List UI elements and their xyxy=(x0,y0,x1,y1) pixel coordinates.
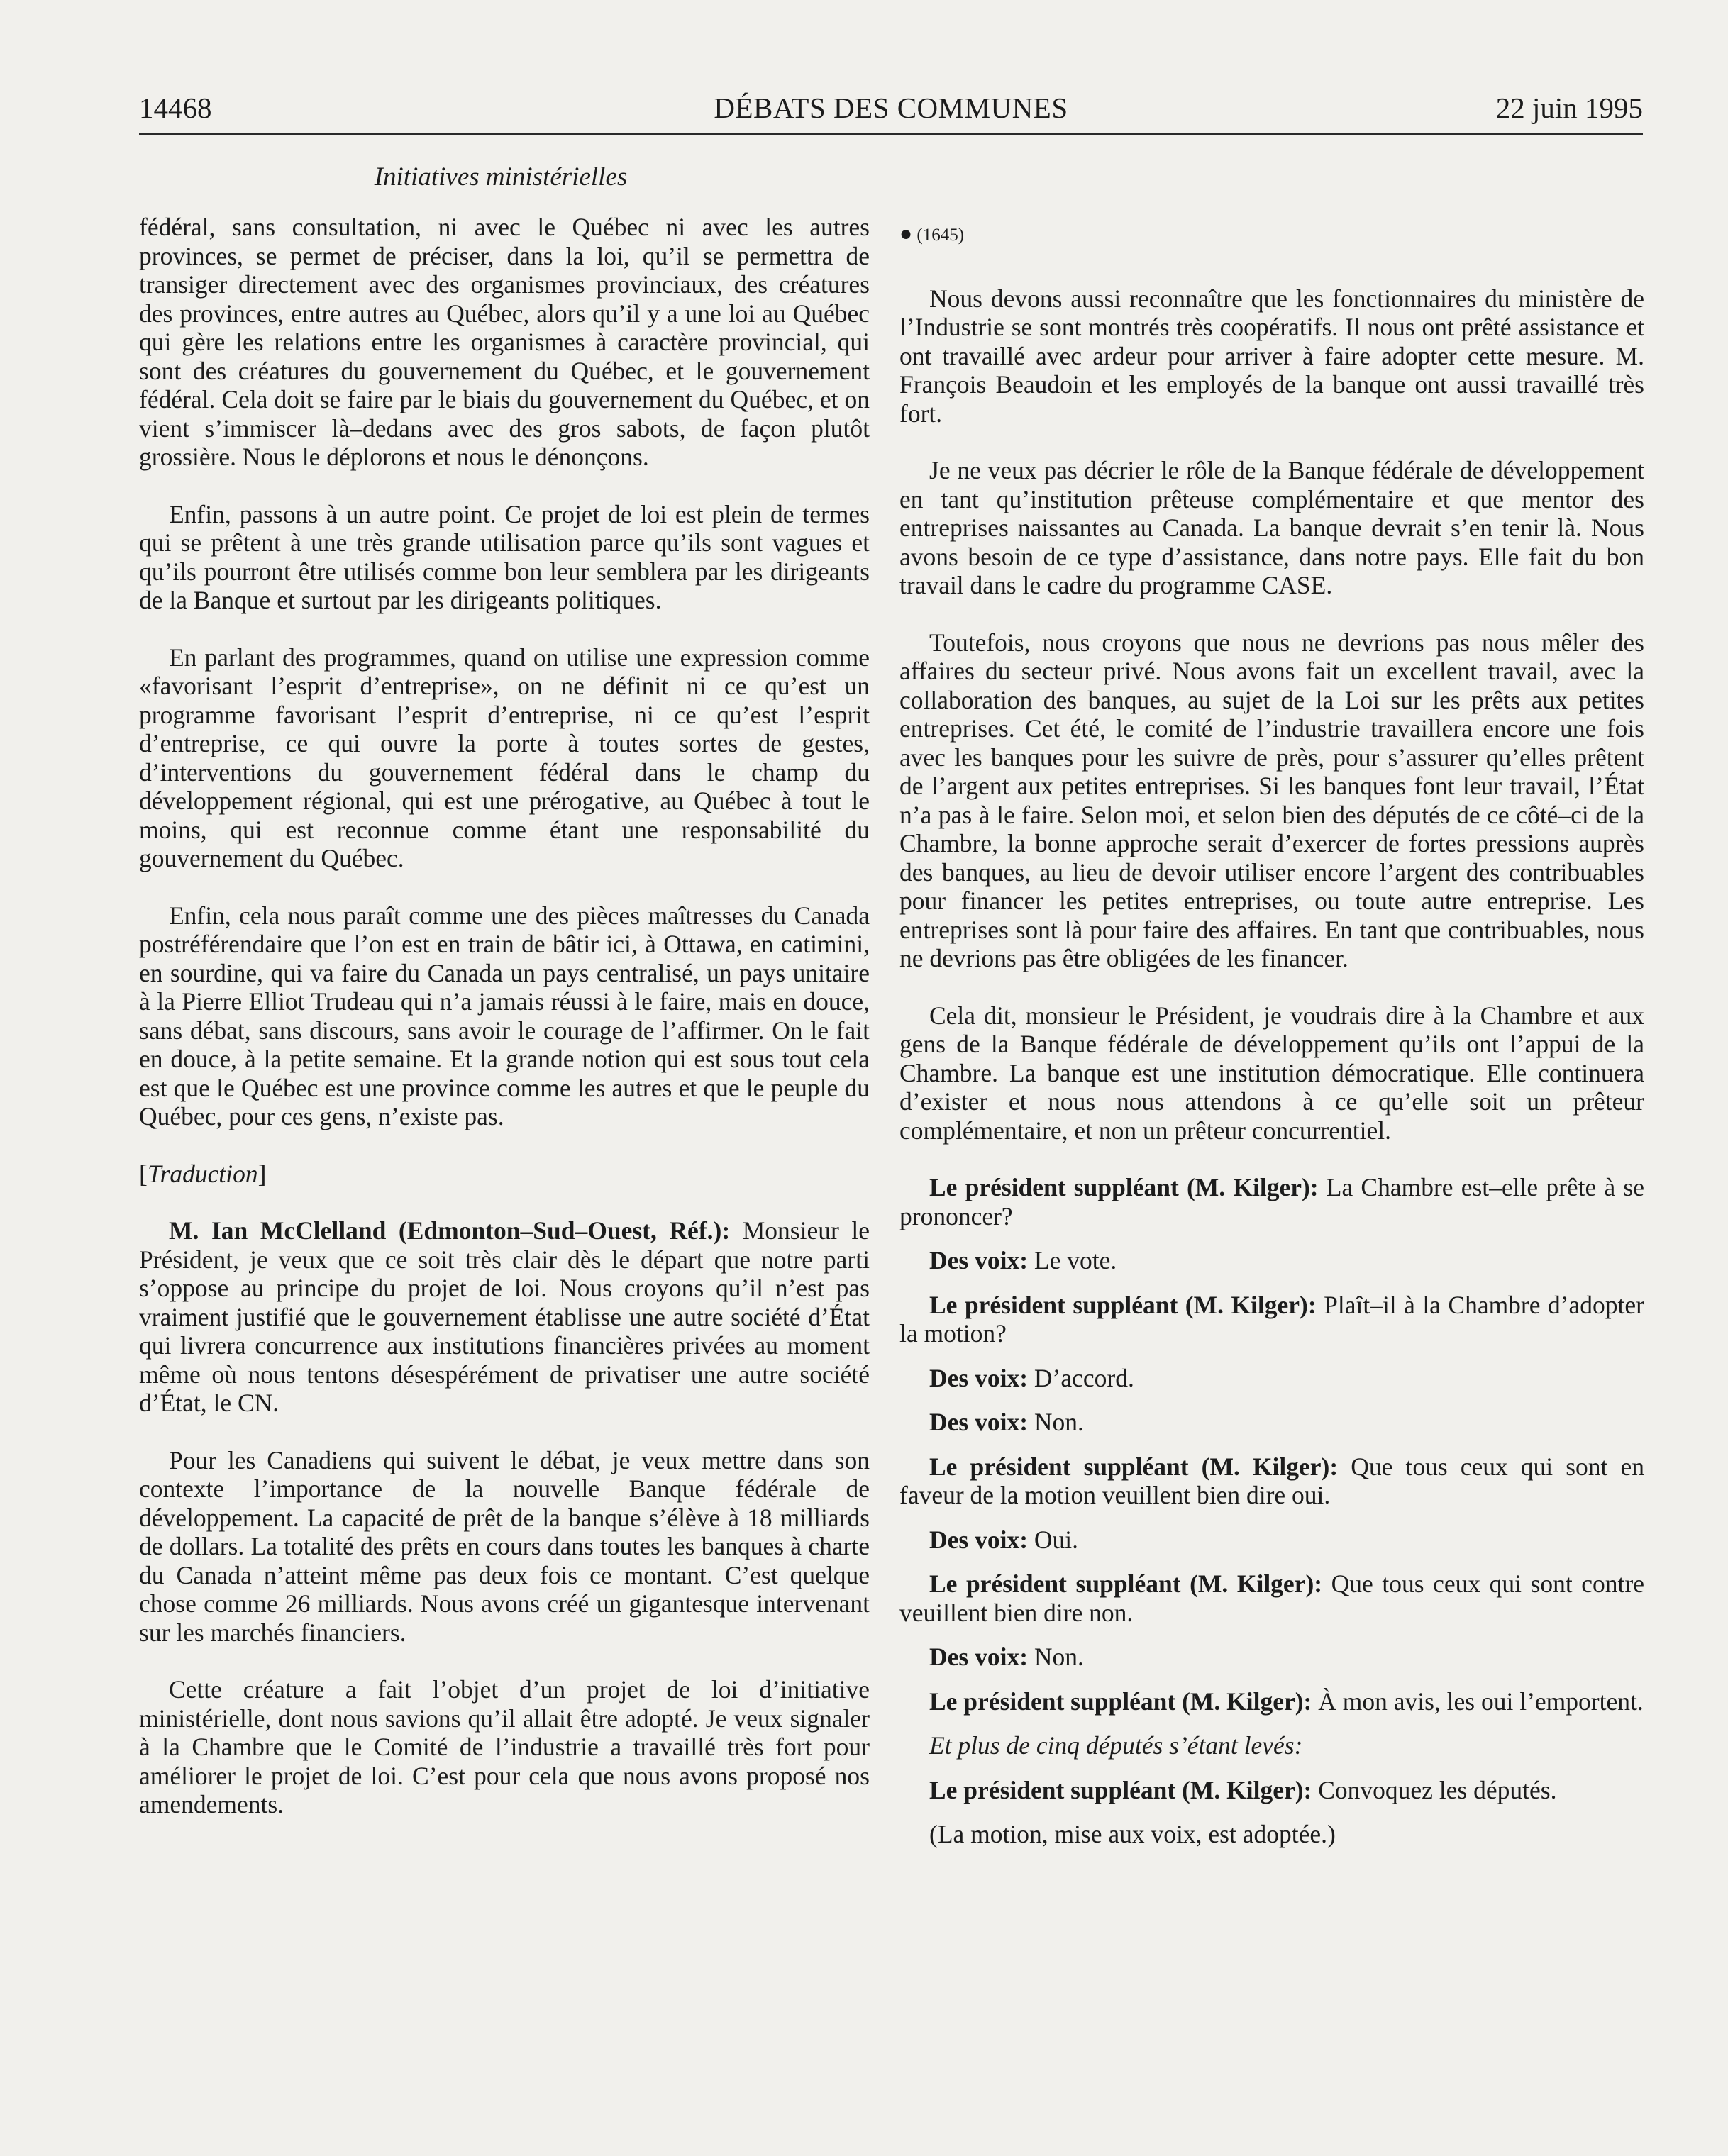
stage-direction: Et plus de cinq députés s’étant levés: xyxy=(929,1731,1303,1760)
debate-line xyxy=(899,1291,1644,1348)
running-head xyxy=(139,91,1643,135)
speech-text: Que tous ceux qui sont en faveur de la motion veuillent bien dire oui. xyxy=(899,1452,1644,1509)
paragraph: Cela dit, monsieur le Président, je voudrais dire à la Chambre et aux gens de la Banque fédérale de développement qu’ils ont l’appui de la Chambre. La banque est une institution démocratique. Elle continuera d’exister et nous nous attendons à ce qu’elle soit un prêteur complémentaire, et non un prêteur concurrentiel. xyxy=(899,1001,1644,1145)
debate-line xyxy=(899,1246,1644,1275)
paragraph: Nous devons aussi reconnaître que les fonctionnaires du ministère de l’Industrie se sont montrés très coopératifs. Il nous ont prêté assistance et ont travaillé avec ardeur pour arriver à faire adopter cette mesure. M. François Beaudoin et les employés de la banque ont aussi travaillé très fort. xyxy=(899,284,1644,428)
paragraph: Toutefois, nous croyons que nous ne devrions pas nous mêler des affaires du secteur privé. Nous avons fait un excellent travail, avec la collaboration des banques, au sujet de la Loi sur les prêts aux petites entreprises. Cet été, le comité de l’industrie travaillera encore une fois avec les banques pour les suivre de près, pour s’assurer qu’elles prêtent de l’argent aux petites entreprises. Si les banques font leur travail, l’État n’a pas à le faire. Selon moi, et selon bien des députés de ce côté–ci de la Chambre, la bonne approche serait d’exercer de fortes pressions auprès des banques, au lieu de devoir utiliser encore l’argent des contribuables pour financer les petites entreprises, ou toute autre entreprise. Les entreprises sont là pour faire des affaires. En tant que contribuables, nous ne devrions pas être obligées de les financer. xyxy=(899,628,1644,972)
speech-text: La Chambre est–elle prête à se prononcer? xyxy=(899,1173,1644,1230)
debate-line xyxy=(899,1452,1644,1510)
debate-line xyxy=(899,1643,1644,1672)
speaker-name: Des voix: xyxy=(929,1643,1029,1671)
translation-note: [Traduction] xyxy=(139,1159,267,1188)
translation-label: Traduction xyxy=(147,1159,258,1188)
speaker-name: Des voix: xyxy=(929,1525,1029,1554)
paragraph: En parlant des programmes, quand on utilise une expression comme «favorisant l’esprit d’entreprise», on ne définit ni ce qu’est un programme favorisant l’esprit d’entreprise, ni ce qu’est l’esprit d’entreprise, ce qui ouvre la porte à toutes sortes de gestes, d’interventions du gouvernement fédéral dans le champ du développement régional, qui est une prérogative, au Québec à tout le moins, qui est reconnue comme étant une responsabilité du gouvernement du Québec. xyxy=(139,643,870,872)
paragraph: Cette créature a fait l’objet d’un projet de loi d’initiative ministérielle, dont nous savions qu’il allait être adopté. Je veux signaler à la Chambre que le Comité de l’industrie a travaillé très fort pour améliorer le projet de loi. C’est pour cela que nous avons proposé nos amendements. xyxy=(139,1675,870,1818)
speaker-name: Le président suppléant (M. Kilger): xyxy=(929,1290,1317,1319)
speech-text: D’accord. xyxy=(1028,1363,1134,1392)
debate-line xyxy=(899,1408,1644,1437)
speaker-name: Le président suppléant (M. Kilger): xyxy=(929,1687,1312,1716)
issue-date: 22 juin 1995 xyxy=(1495,91,1643,124)
paragraph: Pour les Canadiens qui suivent le débat, je veux mettre dans son contexte l’importance de la nouvelle Banque fédérale de développement. La capacité de prêt de la banque s’élève à 18 milliards de dollars. La totalité des prêts en cours dans toutes les banques à charte du Canada n’atteint même pas deux fois ce montant. C’est quelque chose comme 26 milliards. Nous avons créé un gigantesque intervenant sur les marchés financiers. xyxy=(139,1445,870,1647)
speaker-name: Le président suppléant (M. Kilger): xyxy=(929,1173,1319,1201)
paragraph: Je ne veux pas décrier le rôle de la Banque fédérale de développement en tant qu’institution prêteuse complémentaire et que mentor des entreprises naissantes au Canada. La banque devrait s’en tenir là. Nous avons besoin de ce type d’assistance, dans notre pays. Elle fait du bon travail dans le cadre du programme CASE. xyxy=(899,456,1644,599)
section-title: Initiatives ministérielles xyxy=(374,162,628,191)
speech-text: Plaît–il à la Chambre d’adopter la motion? xyxy=(899,1290,1644,1348)
debate-line xyxy=(899,1687,1644,1716)
speech-text: Monsieur le Président, je veux que ce soit très clair dès le départ que notre parti s’oppose au principe du projet de loi. Nous croyons qu’il n’est pas vraiment justifié que le gouvernement établisse une autre société d’État qui livrera concurrence aux institutions financières privées au moment même où nous tentons désespérément de privatiser une autre société d’État, le CN. xyxy=(139,1216,870,1417)
speaker-name: Des voix: xyxy=(929,1363,1029,1392)
speaker-name: Des voix: xyxy=(929,1408,1029,1436)
paragraph: Enfin, cela nous paraît comme une des pièces maîtresses du Canada postréférendaire que l’on est en train de bâtir ici, à Ottawa, en catimini, en sourdine, qui va faire du Canada un pays centralisé, un pays unitaire à la Pierre Elliot Trudeau qui n’a jamais réussi à le faire, mais en douce, sans débat, sans discours, sans avoir le courage de l’affirmer. On le fait en douce, à la petite semaine. Et la grande notion qui est sous tout cela est que le Québec est une province comme les autres et que le peuple du Québec, pour ces gens, n’existe pas. xyxy=(139,901,870,1130)
right-column xyxy=(899,213,1644,1865)
paragraph: Enfin, passons à un autre point. Ce projet de loi est plein de termes qui se prêtent à une très grande utilisation parce qu’ils sont vagues et qu’ils pourront être utilisés comme bon leur semblera par les dirigeants de la Banque et surtout par les dirigeants politiques. xyxy=(139,499,870,614)
speaker-name: Le président suppléant (M. Kilger): xyxy=(929,1775,1312,1804)
debate-line xyxy=(899,1569,1644,1627)
speech-text: Le vote. xyxy=(1028,1246,1117,1274)
speech-text: Oui. xyxy=(1028,1525,1079,1554)
time-marker-text: (1645) xyxy=(916,226,965,245)
speaker-name: Le président suppléant (M. Kilger): xyxy=(929,1569,1323,1598)
speech-text: À mon avis, les oui l’emportent. xyxy=(1312,1687,1644,1716)
speech-text: Que tous ceux qui sont contre veuillent bien dire non. xyxy=(899,1569,1644,1627)
speaker-name: Des voix: xyxy=(929,1246,1029,1274)
debate-line xyxy=(899,1173,1644,1230)
page-number: 14468 xyxy=(139,91,212,124)
speech-paragraph xyxy=(139,1216,870,1418)
journal-title: DÉBATS DES COMMUNES xyxy=(714,91,1068,124)
debate-line xyxy=(899,1776,1644,1805)
debate-line xyxy=(899,1364,1644,1393)
speech-text: Non. xyxy=(1028,1408,1084,1436)
speech-text: Non. xyxy=(1028,1643,1084,1671)
left-column xyxy=(139,213,870,1847)
time-marker xyxy=(899,220,1644,250)
motion-result: (La motion, mise aux voix, est adoptée.) xyxy=(929,1820,1336,1848)
bullet-icon: ● xyxy=(899,222,913,245)
speech-text: Convoquez les députés. xyxy=(1312,1775,1557,1804)
speaker-name: M. Ian McClelland (Edmonton–Sud–Ouest, Réf.): xyxy=(169,1216,731,1245)
paragraph: fédéral, sans consultation, ni avec le Québec ni avec les autres provinces, se permet de préciser, dans la loi, qu’il se permettra de transiger directement avec des organismes provinciaux, des créatures des provinces, entre autres au Québec, alors qu’il y a une loi au Québec qui gère les relations entre les organismes à caractère provincial, qui sont des créatures du gouvernement du Québec, et le gouvernement fédéral. Cela doit se faire par le biais du gouvernement du Québec, et on vient s’immiscer là–dedans avec des gros sabots, de façon plutôt grossière. Nous le déplorons et nous le dénonçons. xyxy=(139,213,870,471)
debate-line xyxy=(899,1526,1644,1555)
speaker-name: Le président suppléant (M. Kilger): xyxy=(929,1452,1339,1481)
